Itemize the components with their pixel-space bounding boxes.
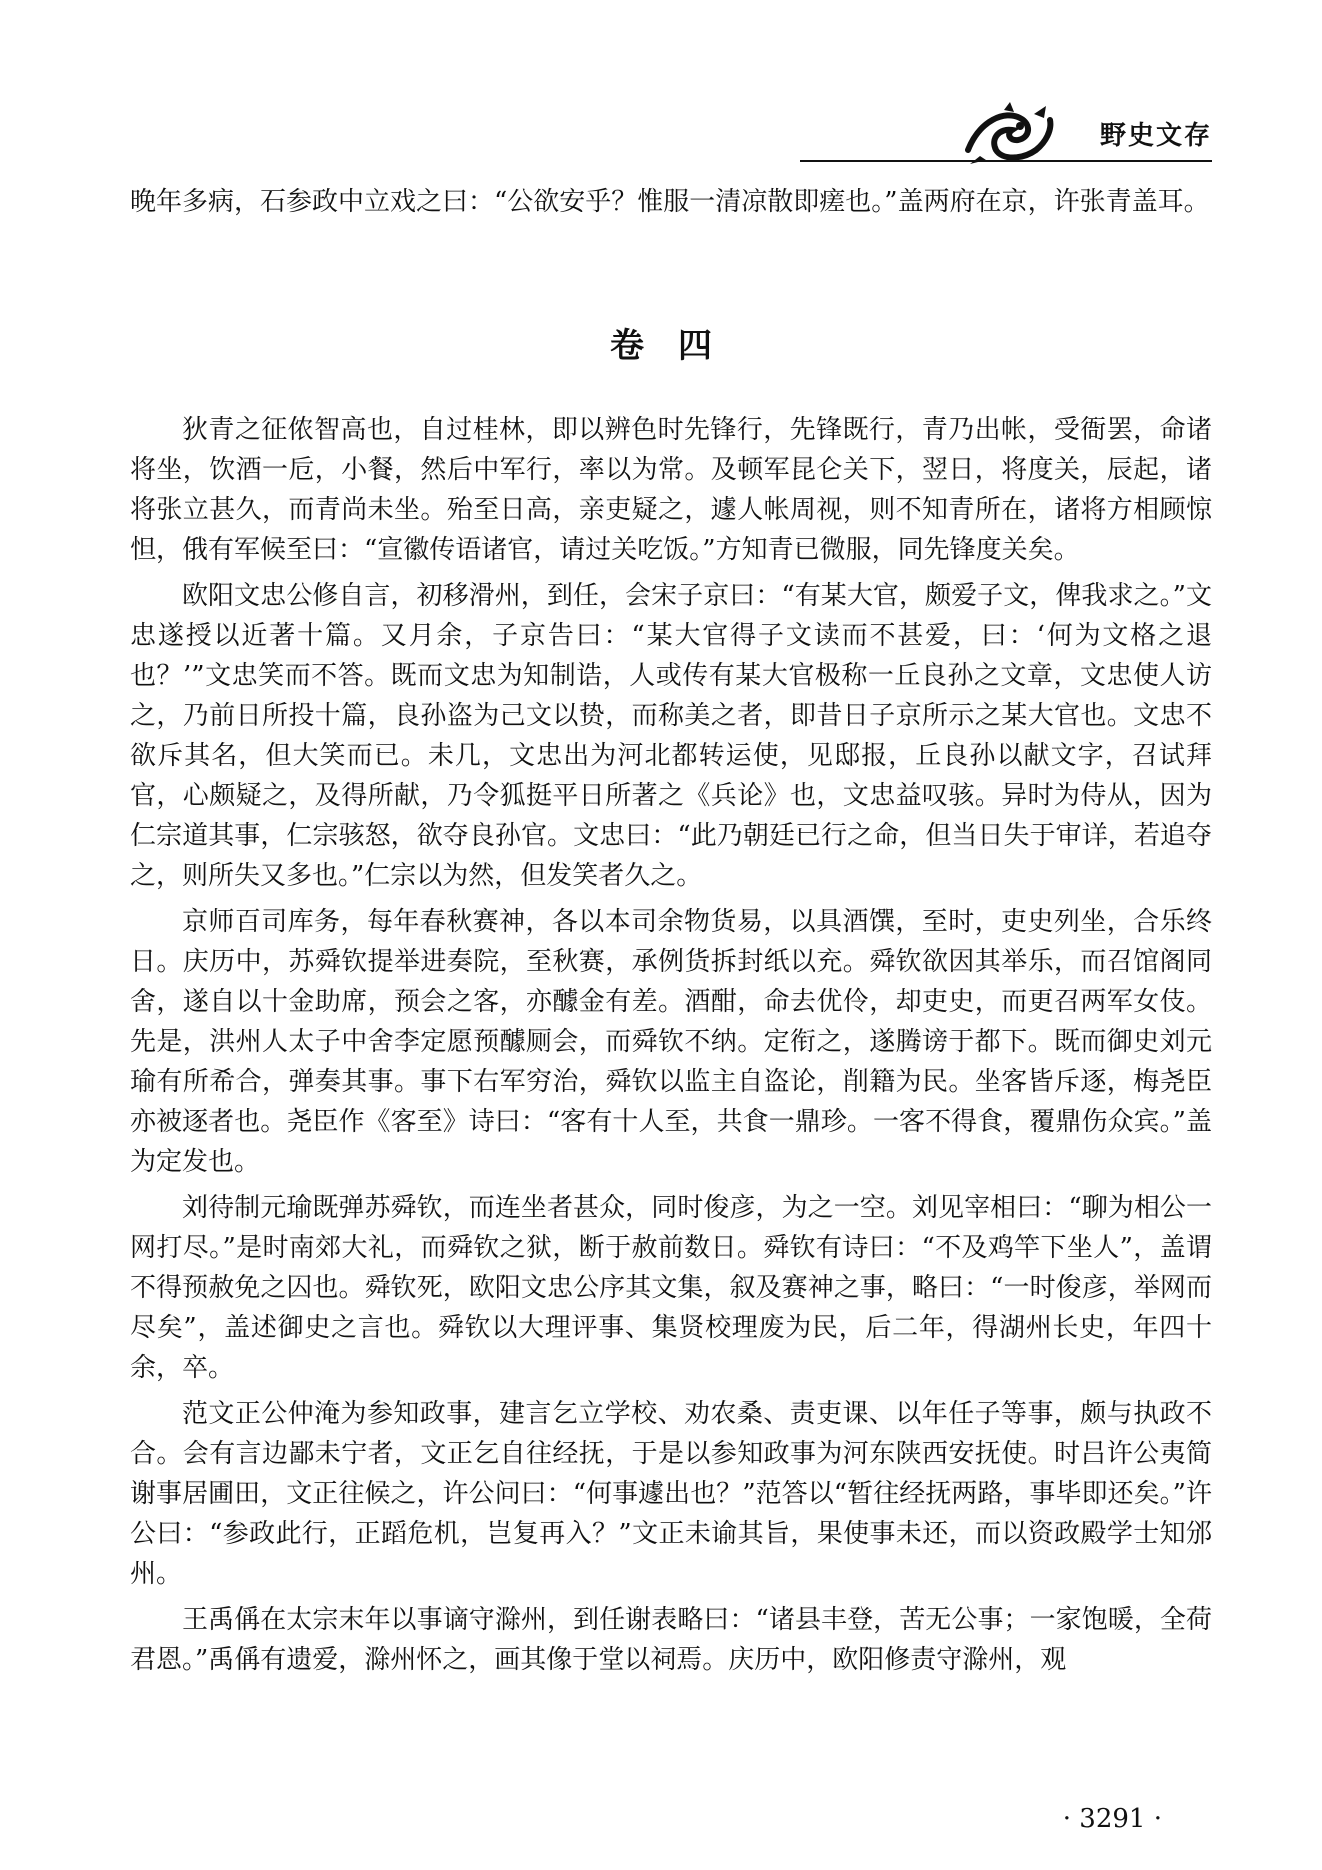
running-header bbox=[960, 96, 1212, 166]
paragraph: 范文正公仲淹为参知政事，建言乞立学校、劝农桑、责吏课、以年任子等事，颇与执政不合。会有言边鄙未宁者，文正乞自往经抚，于是以参知政事为河东陕西安抚使。时吕许公夷简谢事居圃田，文正往候之，许公问曰：“何事遽出也？”范答以“暂往经抚两路，事毕即还矣。”许公曰：“参政此行，正蹈危机，岂复再入？”文正未谕其旨，果使事未还，而以资政殿学士知邠州。 bbox=[130, 1399, 1212, 1589]
body-text bbox=[130, 410, 1212, 1686]
page-number: · 3291 · bbox=[1062, 1804, 1162, 1834]
chapter-title: 卷四 bbox=[610, 326, 746, 366]
dragon-icon bbox=[960, 100, 1060, 166]
series-title: 野史文存 bbox=[1099, 121, 1212, 151]
paragraph: 王禹偁在太宗末年以事谪守滁州，到任谢表略曰：“诸县丰登，苦无公事；一家饱暖，全荷君恩。”禹偁有遗爱，滁州怀之，画其像于堂以祠焉。庆历中，欧阳修责守滁州，观 bbox=[130, 1605, 1212, 1675]
paragraph: 狄青之征侬智高也，自过桂林，即以辨色时先锋行，先锋既行，青乃出帐，受衙罢，命诸将坐，饮酒一卮，小餐，然后中军行，率以为常。及顿军昆仑关下，翌日，将度关，辰起，诸将张立甚久，而青尚未坐。殆至日高，亲吏疑之，遽人帐周视，则不知青所在，诸将方相顾惊怛，俄有军候至曰：“宣徽传语诸官，请过关吃饭。”方知青已微服，同先锋度关矣。 bbox=[130, 415, 1212, 565]
paragraph: 欧阳文忠公修自言，初移滑州，到任，会宋子京曰：“有某大官，颇爱子文，俾我求之。”文忠遂授以近著十篇。又月余，子京告曰：“某大官得子文读而不甚爱，曰：‘何为文格之退也？’”文忠笑而不答。既而文忠为知制诰，人或传有某大官极称一丘良孙之文章，文忠使人访之，乃前日所投十篇，良孙盗为己文以贽，而称美之者，即昔日子京所示之某大官也。文忠不欲斥其名，但大笑而已。未几，文忠出为河北都转运使，见邸报，丘良孙以献文字，召试拜官，心颇疑之，及得所献，乃令狐挺平日所著之《兵论》也，文忠益叹骇。异时为侍从，因为仁宗道其事，仁宗骇怒，欲夺良孙官。文忠曰：“此乃朝廷已行之命，但当日失于审详，若追夺之，则所失又多也。”仁宗以为然，但发笑者久之。 bbox=[130, 581, 1212, 891]
paragraph: 京师百司库务，每年春秋赛神，各以本司余物货易，以具酒馔，至时，吏史列坐，合乐终日。庆历中，苏舜钦提举进奏院，至秋赛，承例货拆封纸以充。舜钦欲因其举乐，而召馆阁同舍，遂自以十金助席，预会之客，亦醵金有差。酒酣，命去优伶，却吏史，而更召两军女伎。先是，洪州人太子中舍李定愿预醵厕会，而舜钦不纳。定衔之，遂腾谤于都下。既而御史刘元瑜有所希合，弹奏其事。事下右军穷治，舜钦以监主自盗论，削籍为民。坐客皆斥逐，梅尧臣亦被逐者也。尧臣作《客至》诗曰：“客有十人至，共食一鼎珍。一客不得食，覆鼎伤众宾。”盖为定发也。 bbox=[130, 907, 1212, 1177]
paragraph: 刘待制元瑜既弹苏舜钦，而连坐者甚众，同时俊彦，为之一空。刘见宰相曰：“聊为相公一网打尽。”是时南郊大礼，而舜钦之狱，断于赦前数日。舜钦有诗曰：“不及鸡竿下坐人”，盖谓不得预赦免之囚也。舜钦死，欧阳文忠公序其文集，叙及赛神之事，略曰：“一时俊彦，举网而尽矣”，盖述御史之言也。舜钦以大理评事、集贤校理废为民，后二年，得湖州长史，年四十余，卒。 bbox=[130, 1193, 1212, 1383]
header-rule bbox=[800, 160, 1212, 162]
carryover-paragraph: 晚年多病，石参政中立戏之曰：“公欲安乎？惟服一清凉散即瘥也。”盖两府在京，许张青盖耳。 bbox=[130, 187, 1210, 217]
